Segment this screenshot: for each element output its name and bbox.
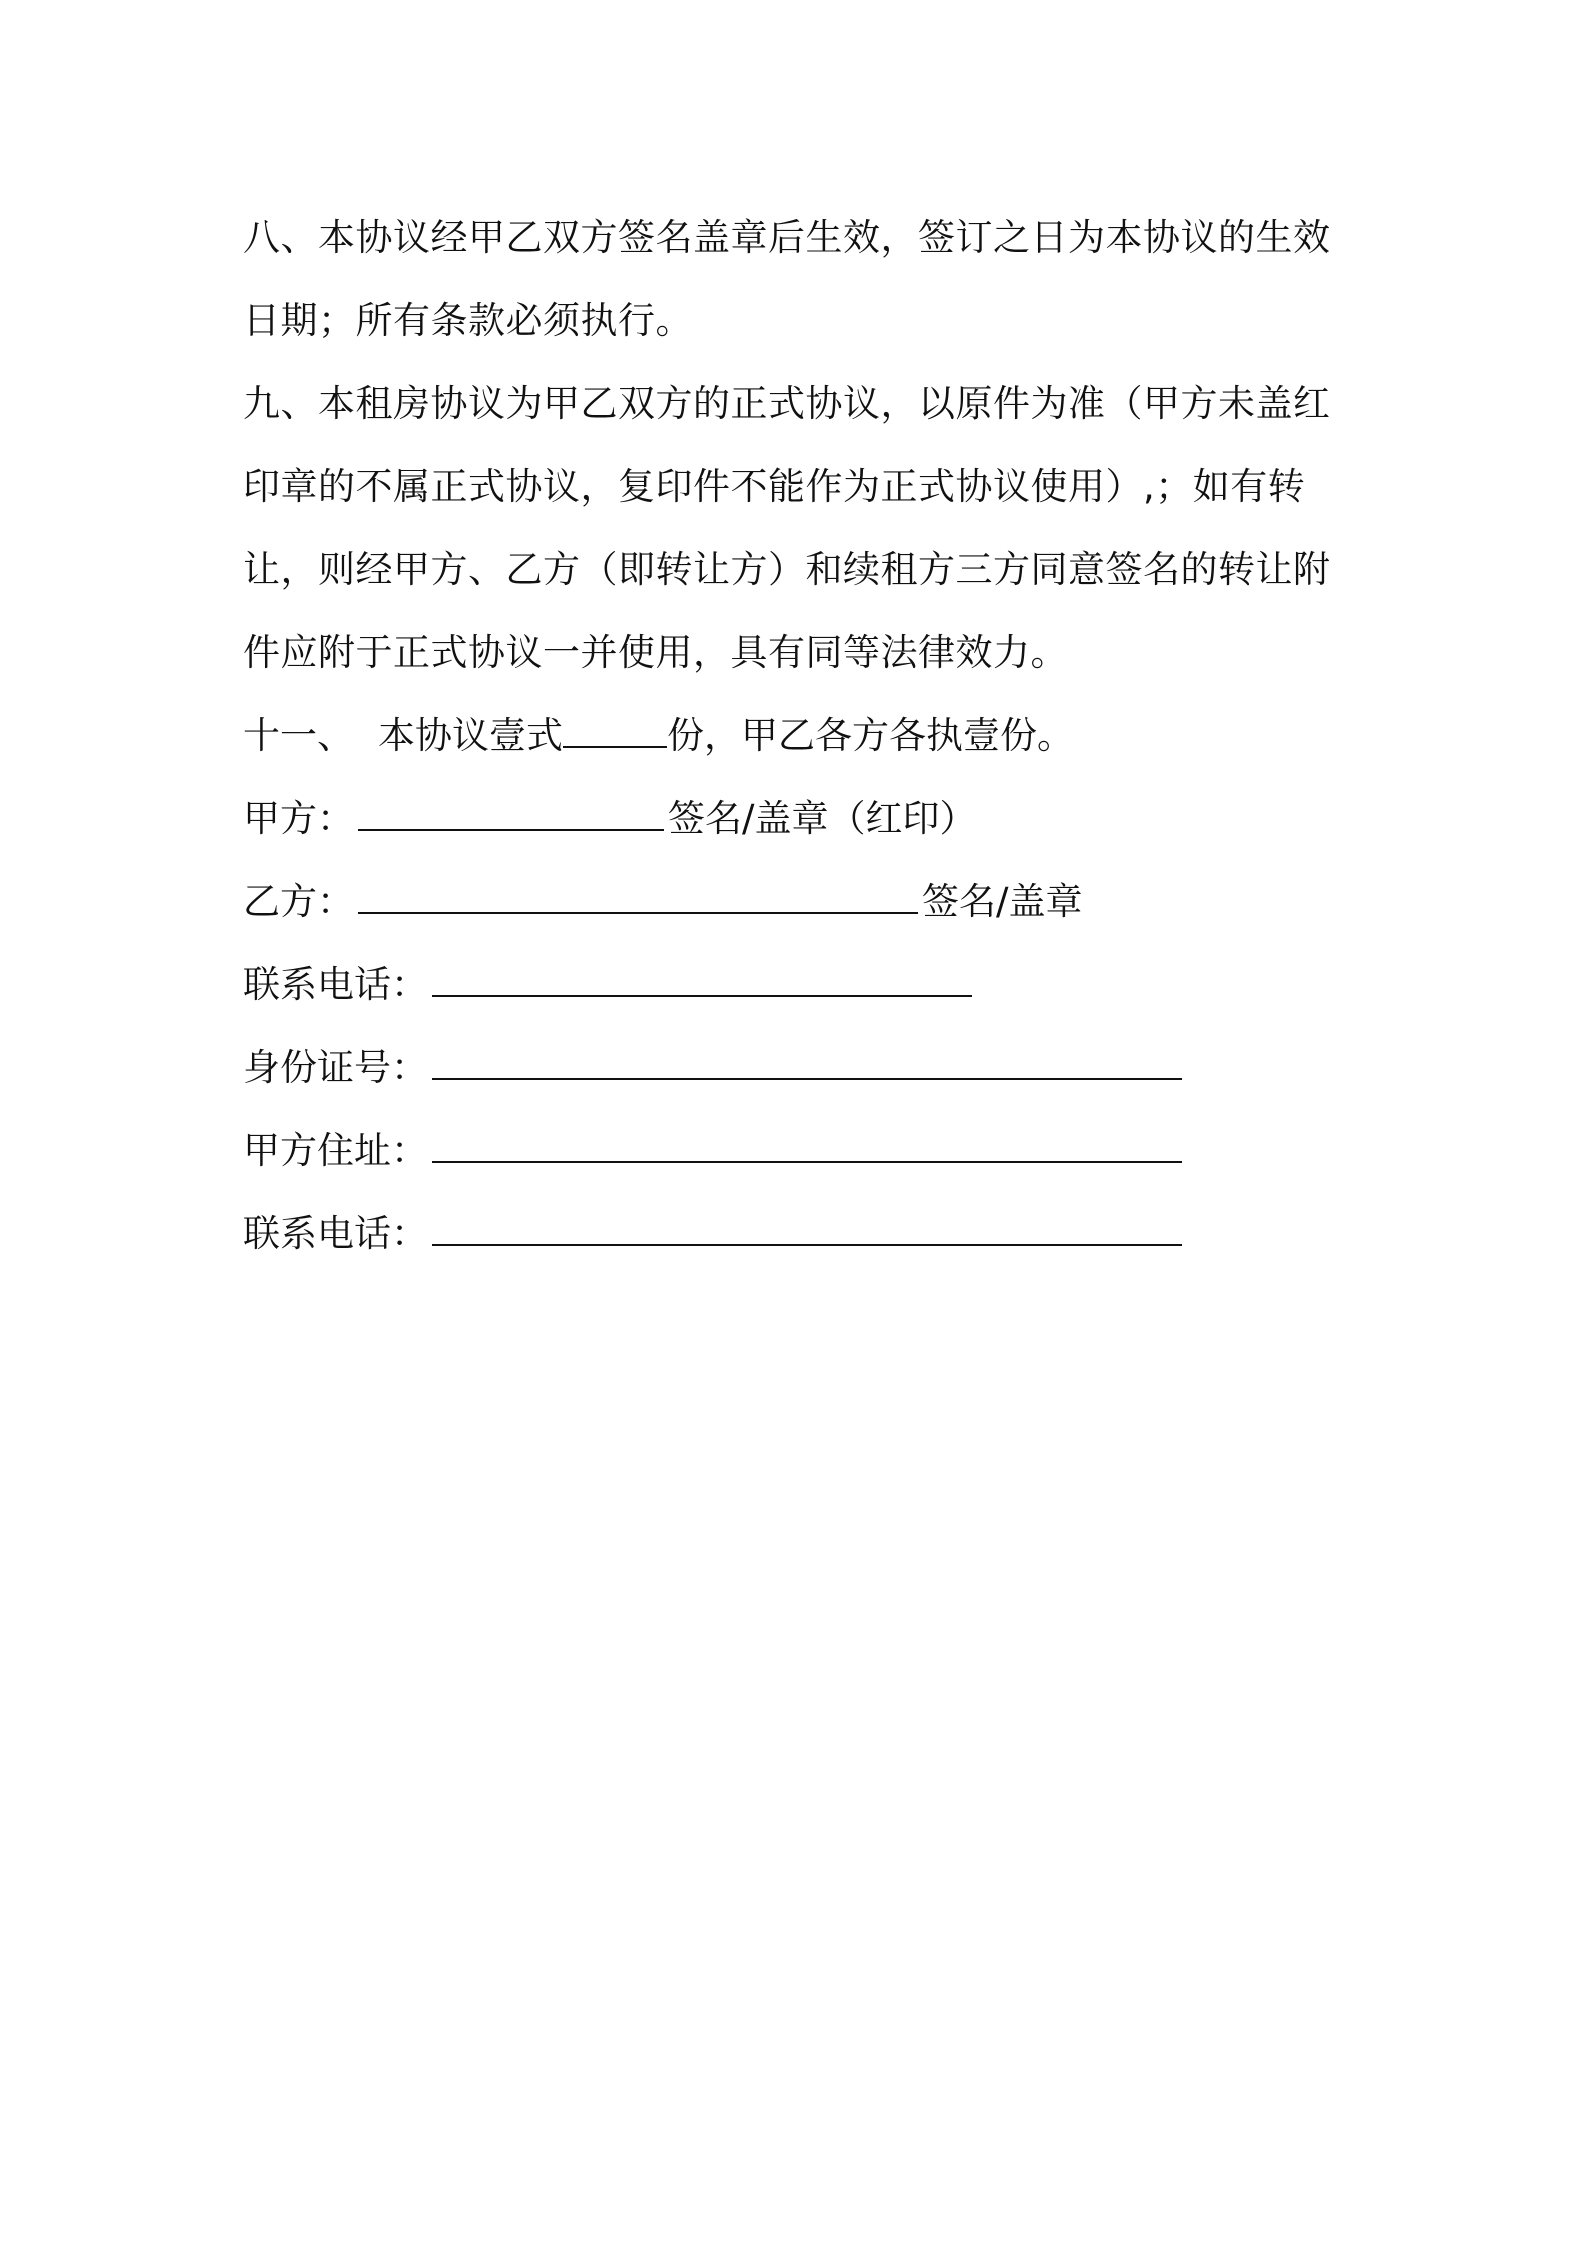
party-a-address-label: 甲方住址：: [243, 1129, 428, 1172]
party-a-address-line[interactable]: [432, 1160, 1182, 1163]
phone-label-2: 联系电话：: [243, 1212, 428, 1255]
party-b-signature-row: [243, 860, 1363, 943]
phone-row-1: [243, 943, 1363, 1026]
party-a-signature-row: [243, 777, 1363, 860]
party-a-signature-line[interactable]: [358, 828, 664, 831]
clause-eleven: [243, 694, 1363, 777]
clause-nine: 九、本租房协议为甲乙双方的正式协议，以原件为准（甲方未盖红印章的不属正式协议，复印件不能作为正式协议使用）,；如有转让，则经甲方、乙方（即转让方）和续租方三方同意签名的转让附件应附于正式协议一并使用，具有同等法律效力。: [243, 382, 1331, 674]
party-b-suffix: 签名/盖章: [922, 880, 1083, 923]
id-number-line[interactable]: [432, 1077, 1182, 1080]
clause-eleven-text-after: 份，甲乙各方各执壹份。: [667, 714, 1074, 757]
clause-eleven-number: 十一、: [243, 714, 354, 757]
phone-line-2[interactable]: [432, 1243, 1182, 1246]
copies-blank-field[interactable]: [563, 745, 667, 748]
party-b-signature-line[interactable]: [358, 911, 918, 914]
phone-row-2: [243, 1192, 1363, 1275]
clause-eleven-text-before: 本协议壹式: [378, 714, 563, 757]
phone-label-1: 联系电话：: [243, 963, 428, 1006]
party-a-address-row: [243, 1109, 1363, 1192]
clause-eight: 八、本协议经甲乙双方签名盖章后生效，签订之日为本协议的生效日期；所有条款必须执行。: [243, 216, 1331, 342]
document-content: [243, 196, 1363, 1275]
party-a-suffix: 签名/盖章（红印）: [668, 797, 977, 840]
phone-line-1[interactable]: [432, 994, 972, 997]
id-number-row: [243, 1026, 1363, 1109]
party-a-label: 甲方：: [243, 797, 354, 840]
party-b-label: 乙方：: [243, 880, 354, 923]
id-number-label: 身份证号：: [243, 1046, 428, 1089]
